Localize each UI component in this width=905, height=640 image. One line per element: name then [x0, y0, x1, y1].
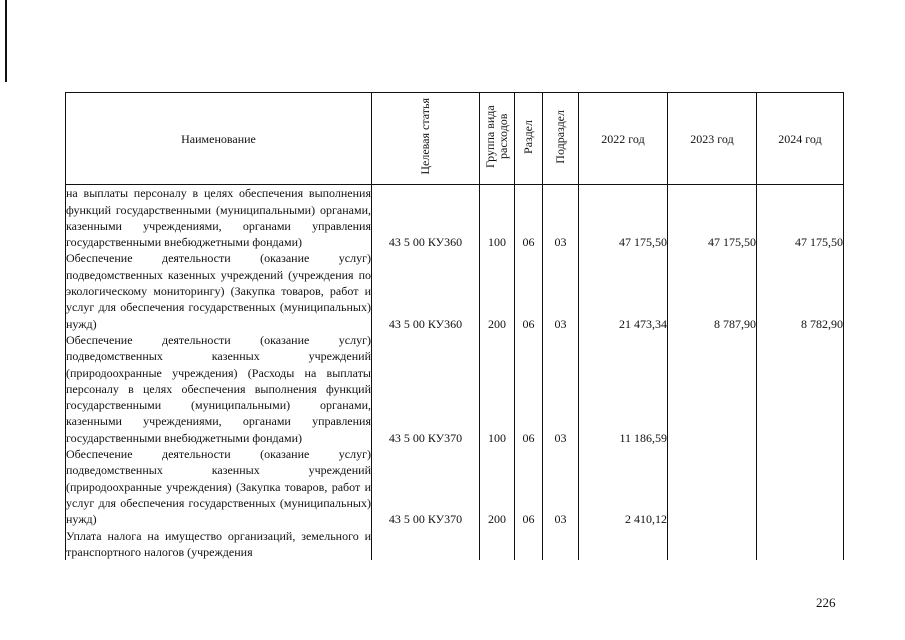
row-name: на выплаты персоналу в целях обеспечения выполнения функций государственными (муниципальными) органами, казенными учреждениями, органами управления государственными внебюджетными фондами): [66, 186, 371, 250]
row-section: 06: [515, 250, 543, 331]
row-subsection: 03: [543, 332, 579, 446]
row-name: Обеспечение деятельности (оказание услуг) подведомственных казенных учреждений (природоохранные учреждения) (Закупка товаров, работ и услуг для обеспечения государственных (муниципальных) нужд): [66, 447, 371, 527]
page-number: 226: [816, 595, 836, 610]
header-2024: 2024 год: [757, 93, 844, 185]
header-2022: 2022 год: [579, 93, 668, 185]
table-row: [66, 528, 844, 561]
row-2024: 8 782,90: [757, 250, 844, 331]
row-target-article: 43 5 00 КУ360: [372, 250, 480, 331]
row-target-article: 43 5 00 КУ370: [372, 446, 480, 527]
row-target-article: [372, 528, 480, 561]
row-expense-group: 200: [480, 250, 515, 331]
row-section: [515, 528, 543, 561]
row-2024: [757, 528, 844, 561]
header-target-article: Целевая статья: [372, 93, 480, 185]
row-target-article: 43 5 00 КУ360: [372, 185, 480, 251]
row-subsection: 03: [543, 446, 579, 527]
row-2023: [668, 332, 757, 446]
table-header-row: [66, 93, 844, 185]
row-expense-group: 100: [480, 185, 515, 251]
header-section: Раздел: [515, 93, 543, 185]
row-section: 06: [515, 446, 543, 527]
header-expense-group: Группа вида расходов: [480, 93, 515, 185]
row-2023: [668, 528, 757, 561]
row-target-article: 43 5 00 КУ370: [372, 332, 480, 446]
header-2023: 2023 год: [668, 93, 757, 185]
row-section: 06: [515, 185, 543, 251]
table-row: [66, 185, 844, 251]
table-row: [66, 332, 844, 446]
row-expense-group: 200: [480, 446, 515, 527]
header-name: Наименование: [66, 93, 372, 185]
row-2022: 11 186,59: [579, 332, 668, 446]
row-2023: [668, 446, 757, 527]
row-2023: 47 175,50: [668, 185, 757, 251]
row-subsection: [543, 528, 579, 561]
row-section: 06: [515, 332, 543, 446]
row-expense-group: 100: [480, 332, 515, 446]
left-margin-rule: [5, 0, 7, 82]
row-2022: [579, 528, 668, 561]
row-name: Обеспечение деятельности (оказание услуг) подведомственных казенных учреждений (природоохранные учреждения) (Расходы на выплаты персоналу в целях обеспечения выполнения функций государственными (муниципальными) органами, казенными учреждениями, органами управления государственными внебюджетными фондами): [66, 332, 371, 445]
row-subsection: 03: [543, 250, 579, 331]
budget-table: [65, 92, 844, 560]
row-2022: 2 410,12: [579, 446, 668, 527]
table-row: [66, 446, 844, 527]
table-row: [66, 250, 844, 331]
row-2024: [757, 446, 844, 527]
row-2024: [757, 332, 844, 446]
row-expense-group: [480, 528, 515, 561]
row-2022: 21 473,34: [579, 250, 668, 331]
row-2022: 47 175,50: [579, 185, 668, 251]
row-2024: 47 175,50: [757, 185, 844, 251]
row-2023: 8 787,90: [668, 250, 757, 331]
row-name: Обеспечение деятельности (оказание услуг) подведомственных казенных учреждений (учреждения по экологическому мониторингу) (Закупка товаров, работ и услуг для обеспечения государственных (муниципальных) нужд): [66, 251, 371, 331]
row-name: Уплата налога на имущество организаций, земельного и транспортного налогов (учреждения: [66, 528, 371, 559]
header-subsection: Подраздел: [543, 93, 579, 185]
row-subsection: 03: [543, 185, 579, 251]
